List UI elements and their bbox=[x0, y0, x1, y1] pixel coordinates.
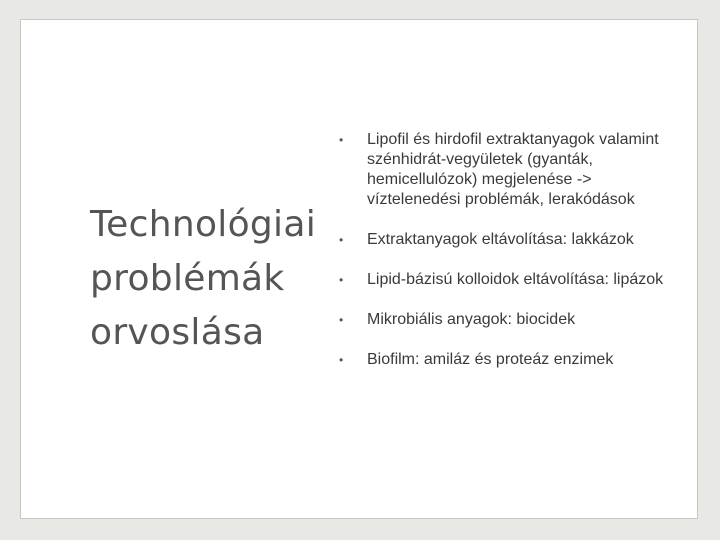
bullet-item bbox=[337, 270, 682, 290]
bullet-item bbox=[337, 230, 682, 250]
bullet-item bbox=[337, 130, 682, 210]
bullet-item bbox=[337, 350, 682, 370]
bullet-text: Lipofil és hirdofil extraktanyagok valamint szénhidrát-vegyületek (gyanták, hemicellulózok) megjelenése -> víztelenedési problémák, lerakódások bbox=[367, 131, 659, 208]
title-line-1: Technológiai bbox=[90, 204, 317, 245]
title-line-3: orvoslása bbox=[90, 312, 265, 353]
bullet-text: Biofilm: amiláz és proteáz enzimek bbox=[367, 351, 614, 368]
slide-title bbox=[90, 198, 330, 360]
bullet-icon: • bbox=[339, 233, 344, 247]
bullet-text: Mikrobiális anyagok: biocidek bbox=[367, 311, 576, 328]
bullet-item bbox=[337, 310, 682, 330]
bullet-icon: • bbox=[339, 313, 344, 327]
title-line-2: problémák bbox=[90, 258, 285, 299]
bullet-list bbox=[337, 130, 682, 370]
bullet-icon: • bbox=[339, 133, 344, 147]
bullet-icon: • bbox=[339, 353, 344, 367]
bullet-text: Lipid-bázisú kolloidok eltávolítása: lipázok bbox=[367, 271, 664, 288]
bullet-icon: • bbox=[339, 273, 344, 287]
bullet-text: Extraktanyagok eltávolítása: lakkázok bbox=[367, 231, 634, 248]
